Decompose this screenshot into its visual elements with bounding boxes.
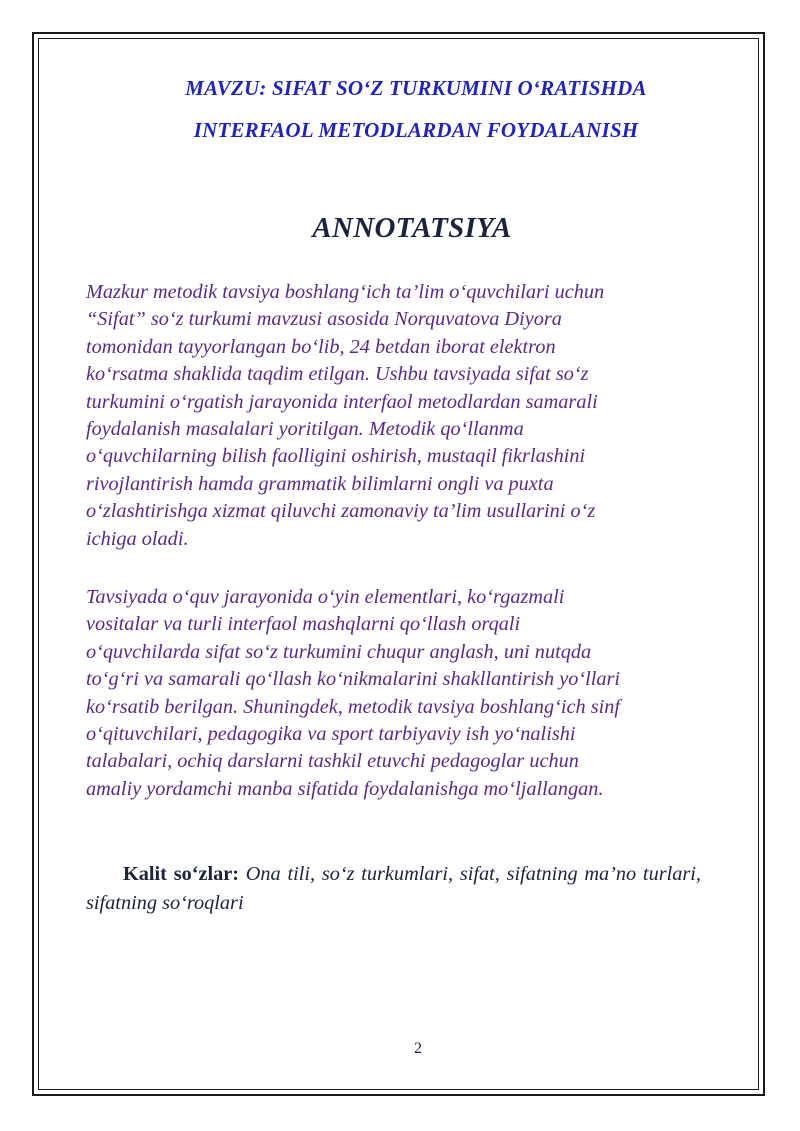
paragraph-line: ko‘rsatma shaklida taqdim etilgan. Ushbu tavsiyada sifat so‘z (86, 363, 589, 386)
paragraph-line: vositalar va turli interfaol mashqlarni qo‘llash orqali (86, 613, 521, 636)
topic-title-line-2: INTERFAOL METODLARDAN FOYDALANISH (193, 118, 639, 142)
paragraph-line: Mazkur metodik tavsiya boshlang‘ich ta’lim o‘quvchilari uchun (86, 281, 605, 303)
paragraph-line: ko‘rsatib berilgan. Shuningdek, metodik tavsiya boshlang‘ich sinf (86, 695, 620, 718)
paragraph-line: ichiga oladi. (86, 527, 189, 550)
paragraph-line: o‘qituvchilari, pedagogika va sport tarbiyaviy ish yo‘nalishi (86, 723, 576, 746)
paragraph-line: amaliy yordamchi manba sifatida foydalanishga mo‘ljallangan. (86, 777, 604, 800)
annotation-paragraph-2 (86, 584, 726, 803)
paragraph-line: talabalari, ochiq darslarni tashkil etuvchi pedagoglar uchun (86, 750, 579, 773)
keywords-label: Kalit so‘zlar: (123, 863, 240, 885)
topic-title-line-1: MAVZU: SIFAT SO‘Z TURKUMINI O‘RATISHDA (185, 76, 647, 100)
page-border-inner (38, 38, 759, 1090)
paragraph-line: to‘g‘ri va samarali qo‘llash ko‘nikmalarini shakllantirish yo‘llari (86, 668, 621, 691)
paragraph-line: o‘quvchilarda sifat so‘z turkumini chuqur anglash, uni nutqda (86, 640, 592, 663)
paragraph-line: rivojlantirish hamda grammatik bilimlarni ongli va puxta (86, 472, 554, 495)
keywords-block (86, 860, 701, 918)
paragraph-line: tomonidan tayyorlangan bo‘lib, 24 betdan iborat elektron (86, 335, 556, 358)
paragraph-line: foydalanish masalalari yoritilgan. Metodik qo‘llanma (86, 418, 524, 441)
paragraph-line: “Sifat” so‘z turkumi mavzusi asosida Norquvatova Diyora (86, 308, 562, 331)
annotation-heading: ANNOTATSIYA (312, 212, 512, 244)
keywords-text: Ona tili, so‘z turkumlari, sifat, sifatning ma’no turlari, sifatning so‘roqlari (86, 863, 701, 914)
page-number: 2 (414, 1040, 422, 1057)
paragraph-line: Tavsiyada o‘quv jarayonida o‘yin elementlari, ko‘rgazmali (86, 586, 565, 608)
paragraph-line: o‘zlashtirishga xizmat qiluvchi zamonaviy ta’lim usullarini o‘z (86, 500, 596, 523)
paragraph-line: o‘quvchilarning bilish faolligini oshirish, mustaqil fikrlashini (86, 445, 586, 468)
annotation-paragraph-1 (86, 279, 726, 553)
paragraph-line: turkumini o‘rgatish jarayonida interfaol metodlardan samarali (86, 390, 598, 413)
